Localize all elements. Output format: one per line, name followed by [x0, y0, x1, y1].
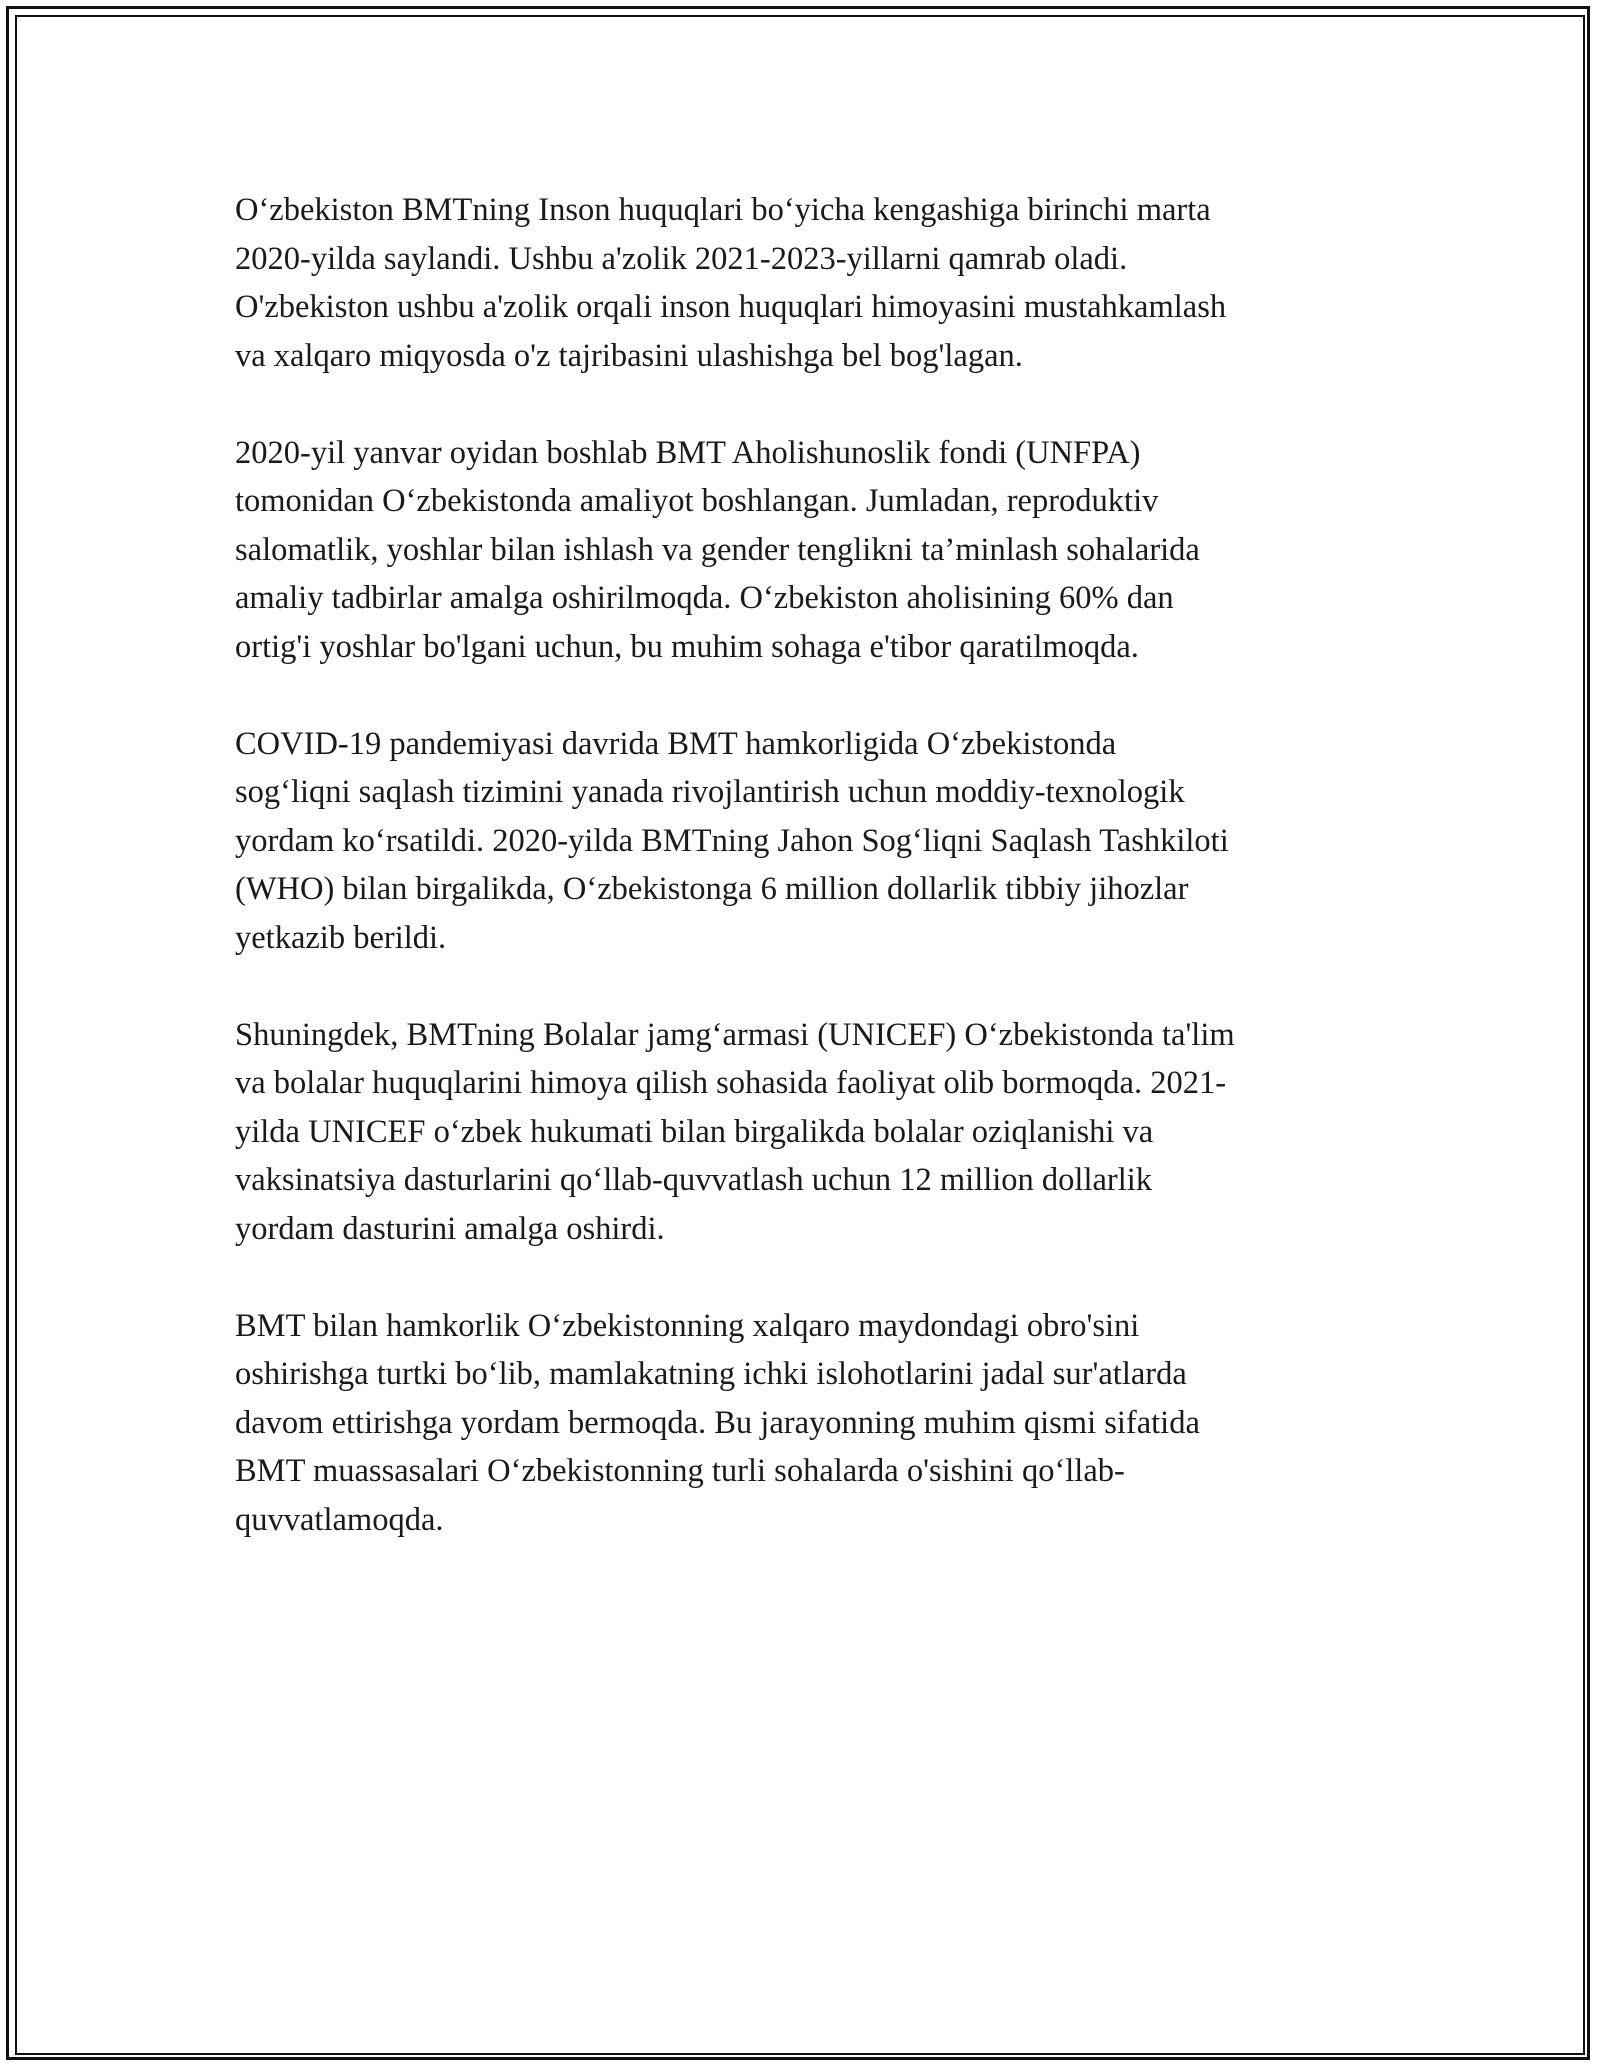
text-line: yetkazib berildi.: [235, 919, 447, 956]
text-line: vaksinatsiya dasturlarini qo‘llab-quvvatlash uchun 12 million dollarlik: [235, 1162, 1153, 1198]
text-line: tomonidan O‘zbekistonda amaliyot boshlangan. Jumladan, reproduktiv: [235, 483, 1159, 519]
text-line: (WHO) bilan birgalikda, O‘zbekistonga 6 million dollarlik tibbiy jihozlar: [235, 871, 1189, 907]
paragraph-unfpa: [235, 429, 1385, 672]
text-line: amaliy tadbirlar amalga oshirilmoqda. O‘zbekiston aholisining 60% dan: [235, 580, 1174, 616]
text-line: Shuningdek, BMTning Bolalar jamg‘armasi (UNICEF) O‘zbekistonda ta'lim: [235, 1016, 1235, 1053]
text-line: 2020-yilda saylandi. Ushbu a'zolik 2021-2023-yillarni qamrab oladi.: [235, 240, 1128, 277]
text-line: COVID-19 pandemiyasi davrida BMT hamkorligida O‘zbekistonda: [235, 725, 1117, 762]
text-line: BMT muassasalari O‘zbekistonning turli sohalarda o'sishini qo‘llab-: [235, 1453, 1125, 1489]
text-line: yordam ko‘rsatildi. 2020-yilda BMTning Jahon Sog‘liqni Saqlash Tashkiloti: [235, 822, 1229, 859]
text-line: salomatlik, yoshlar bilan ishlash va gender tenglikni ta’minlash sohalarida: [235, 531, 1200, 568]
text-line: quvvatlamoqda.: [235, 1501, 444, 1538]
document-body: [235, 186, 1385, 1544]
text-line: BMT bilan hamkorlik O‘zbekistonning xalqaro maydondagi obro'sini: [235, 1307, 1140, 1344]
paragraph-covid-who: [235, 720, 1385, 963]
paragraph-unicef: [235, 1011, 1385, 1254]
text-line: va xalqaro miqyosda o'z tajribasini ulashishga bel bog'lagan.: [235, 337, 1023, 374]
paragraph-un-human-rights-council: [235, 186, 1385, 380]
text-line: yordam dasturini amalga oshirdi.: [235, 1210, 665, 1247]
text-line: 2020-yil yanvar oyidan boshlab BMT Aholishunoslik fondi (UNFPA): [235, 434, 1141, 471]
text-line: oshirishga turtki bo‘lib, mamlakatning ichki islohotlarini jadal sur'atlarda: [235, 1356, 1187, 1392]
text-line: va bolalar huquqlarini himoya qilish sohasida faoliyat olib bormoqda. 2021-: [235, 1065, 1227, 1101]
text-line: ortig'i yoshlar bo'lgani uchun, bu muhim sohaga e'tibor qaratilmoqda.: [235, 628, 1139, 665]
text-line: sog‘liqni saqlash tizimini yanada rivojlantirish uchun moddiy-texnologik: [235, 774, 1185, 810]
text-line: yilda UNICEF o‘zbek hukumati bilan birgalikda bolalar oziqlanishi va: [235, 1113, 1154, 1150]
text-line: O‘zbekiston BMTning Inson huquqlari bo‘yicha kengashiga birinchi marta: [235, 192, 1211, 228]
text-line: O'zbekiston ushbu a'zolik orqali inson huquqlari himoyasini mustahkamlash: [235, 289, 1227, 325]
text-line: davom ettirishga yordam bermoqda. Bu jarayonning muhim qismi sifatida: [235, 1404, 1200, 1441]
paragraph-un-cooperation: [235, 1302, 1385, 1545]
